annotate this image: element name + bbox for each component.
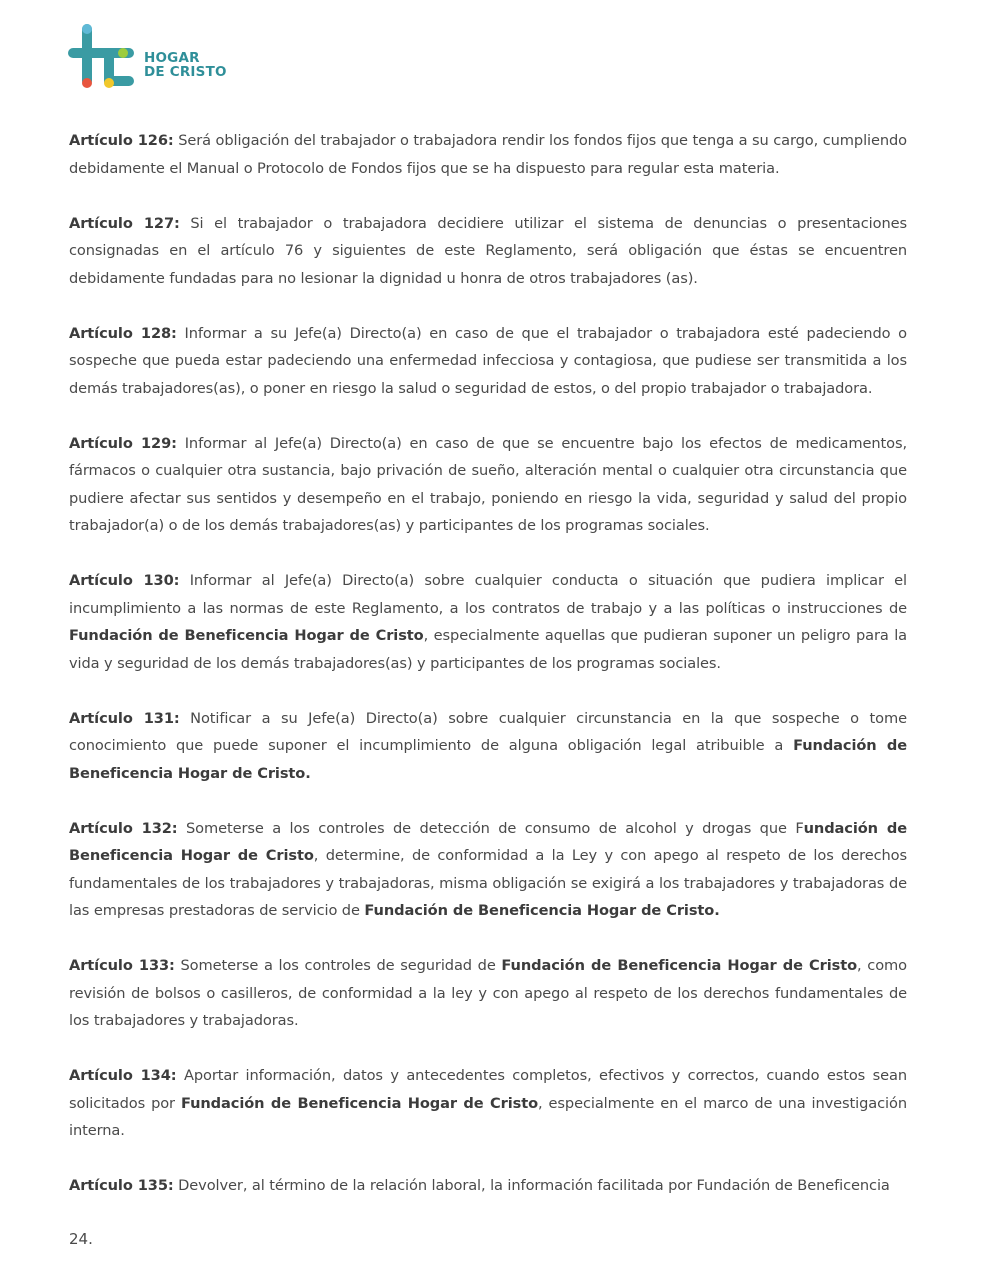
- article-label: Artículo 127:: [69, 214, 180, 232]
- body-text: Informar al Jefe(a) Directo(a) sobre cualquier conducta o situación que pudiera implicar el incumplimiento a las normas de este Reglamento, a los contratos de trabajo y a las políticas o instrucciones de: [69, 572, 907, 617]
- article-label: Artículo 131:: [69, 709, 180, 727]
- bold-text: Fundación de Beneficencia Hogar de Cristo.: [69, 737, 908, 782]
- article-paragraph: [69, 210, 907, 293]
- logo-line-1: HOGAR: [144, 50, 200, 66]
- article-paragraph: [69, 320, 907, 403]
- article-paragraph: [69, 952, 907, 1035]
- body-text: , especialmente aquellas que pudieran suponer un peligro para la vida y seguridad de los demás trabajadores(as) y participantes de los programas sociales.: [69, 627, 907, 672]
- body-text: Someterse a los controles de seguridad de: [174, 957, 502, 974]
- bold-text: Fundación de Beneficencia Hogar de Cristo: [501, 957, 858, 974]
- article-paragraph: [69, 430, 907, 540]
- page-number: 24.: [69, 1230, 93, 1248]
- body-text: Devolver, al término de la relación laboral, la información facilitada por Fundación de Beneficencia: [173, 1177, 890, 1194]
- article-label: Artículo 133:: [69, 957, 175, 974]
- body-text: Será obligación del trabajador o trabajadora rendir los fondos fijos que tenga a su cargo, cumpliendo debidamente el Manual o Protocolo de Fondos fijos que se ha dispuesto para regular esta materia.: [69, 132, 908, 177]
- logo: [68, 22, 228, 92]
- article-label: Artículo 134:: [69, 1067, 177, 1084]
- article-paragraph: [69, 567, 907, 677]
- logo-line-2: DE CRISTO: [144, 64, 227, 80]
- article-label: Artículo 128:: [69, 324, 177, 342]
- bold-text: Fundación de Beneficencia Hogar de Cristo.: [364, 902, 720, 919]
- body-text: Si el trabajador o trabajadora decidiere utilizar el sistema de denuncias o presentaciones consignadas en el artículo 76 y siguientes de este Reglamento, será obligación que éstas se encuentren debidamente fundadas para no lesionar la dignidad u honra de otros trabajadores (as).: [69, 214, 907, 287]
- logo-text: [144, 51, 227, 79]
- article-label: Artículo 130:: [69, 572, 180, 589]
- article-paragraph: [69, 1062, 907, 1145]
- body-text: Someterse a los controles de detección de consumo de alcohol y drogas que F: [177, 819, 804, 837]
- article-paragraph: [69, 815, 907, 925]
- body-text: , determine, de conformidad a la Ley y con apego al respeto de los derechos fundamentales de los trabajadores y trabajadoras, misma obligación se exigirá a los trabajadores y trabajadoras de las empresas prestadoras de servicio de: [69, 847, 908, 919]
- body-text: Informar al Jefe(a) Directo(a) en caso de que se encuentre bajo los efectos de medicamentos, fármacos o cualquier otra sustancia, bajo privación de sueño, alteración mental o cualquier otra circunstancia que pudiere afectar sus sentidos y desempeño en el trabajo, poniendo en riesgo la vida, seguridad y salud del propio trabajador(a) o de los demás trabajadores(as) y participantes de los programas sociales.: [69, 434, 907, 534]
- body-text: Aportar información, datos y antecedentes completos, efectivos y correctos, cuando estos sean solicitados por: [69, 1067, 907, 1112]
- article-label: Artículo 126:: [69, 132, 174, 149]
- article-paragraph: [69, 1172, 907, 1200]
- body-text: Notificar a su Jefe(a) Directo(a) sobre cualquier circunstancia en la que sospeche o tome conocimiento que puede suponer el incumplimiento de alguna obligación legal atribuible a: [69, 709, 907, 754]
- document-body: [69, 127, 907, 1227]
- article-label: Artículo 135:: [69, 1177, 174, 1194]
- body-text: , como revisión de bolsos o casilleros, de conformidad a la ley y con apego al respeto de los derechos fundamentales de los trabajadores y trabajadoras.: [69, 957, 907, 1029]
- bold-text: Fundación de Beneficencia Hogar de Cristo: [69, 627, 424, 644]
- bold-text: Fundación de Beneficencia Hogar de Cristo: [180, 1094, 538, 1112]
- bold-text: undación de Beneficencia Hogar de Cristo: [69, 819, 908, 864]
- body-text: Informar a su Jefe(a) Directo(a) en caso de que el trabajador o trabajadora esté padeciendo o sospeche que pueda estar padeciendo una enfermedad infecciosa y contagiosa, que pudiese ser transmitida a los demás trabajadores(as), o poner en riesgo la salud o seguridad de estos, o del propio trabajador o trabajadora.: [69, 324, 907, 397]
- article-paragraph: [69, 705, 907, 788]
- body-text: , especialmente en el marco de una investigación interna.: [69, 1094, 907, 1139]
- article-paragraph: [69, 127, 907, 182]
- article-label: Artículo 132:: [69, 819, 178, 837]
- hogar-de-cristo-logo-icon: [68, 22, 140, 92]
- article-label: Artículo 129:: [69, 434, 177, 452]
